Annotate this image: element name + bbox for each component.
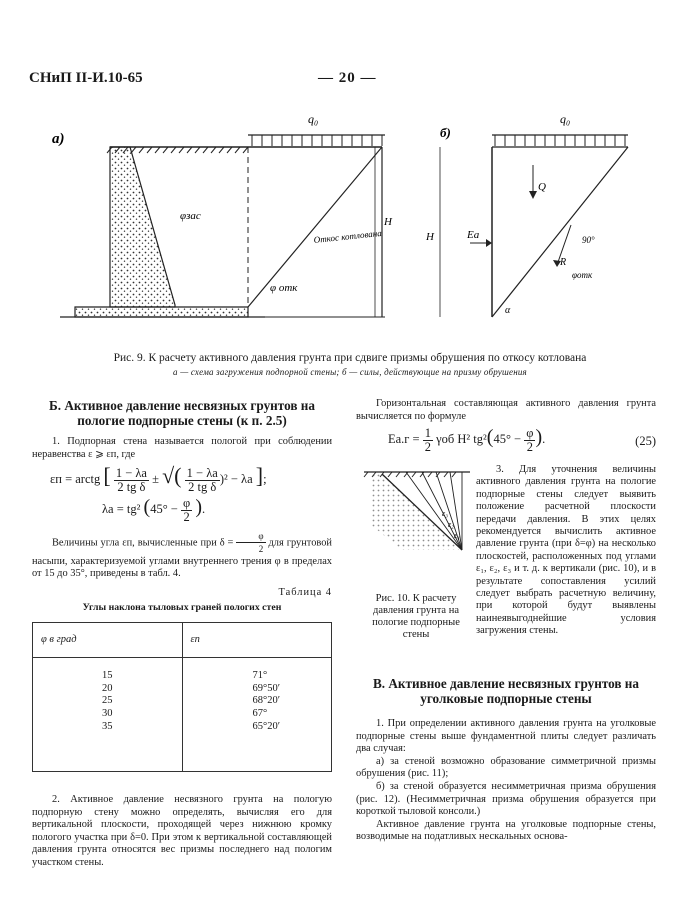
table-header-phi: φ в град [33, 623, 183, 658]
H-label-b: H [426, 231, 434, 243]
section-v-p4: Активное давление грунта на уголковые подпорные стены, возводимые на податливых нескальных основа- [356, 818, 656, 843]
right-column [356, 398, 656, 453]
section-b-heading: Б. Активное давление несвязных грунтов на пологие подпорные стены (к п. 2.5) [49, 398, 315, 428]
page-number: — 20 — [318, 70, 377, 86]
angle-90-label: 90° [582, 235, 595, 245]
label-b: б) [440, 125, 451, 140]
table-cell: 15 [33, 658, 183, 683]
table-cell: 65°20′ [182, 721, 332, 772]
section-v-heading: В. Активное давление несвязных грунтов на уголковые подпорные стены [372, 676, 640, 706]
figure-9-subcaption: а — схема загружения подпорной стены; б — силы, действующие на призму обрушения [173, 367, 527, 377]
label-a: а) [52, 131, 65, 147]
q0-label-b: q₀ [560, 112, 571, 126]
table-header-eps: εп [182, 623, 332, 658]
figure-9-caption: Рис. 9. К расчету активного давления грунта при сдвиге призмы обрушения по откосу котлована [113, 352, 587, 364]
right-p1: Горизонтальная составляющая активного давления грунта вычисляется по формуле [356, 398, 656, 422]
eps2-label: ε₂ [448, 520, 454, 529]
left-column [32, 398, 332, 870]
eps3-label: ε₃ [442, 509, 448, 518]
figure-9 [0, 95, 700, 345]
formula-lambda: λа = tg² (45° − $\frac{\varphi}{2}$ ). [102, 496, 206, 524]
figure-10-caption: Рис. 10. К расчету давления грунта на пологие подпорные стены [372, 593, 460, 640]
table-cell: 68°20′ [182, 695, 332, 708]
section-v [356, 676, 656, 844]
table-cell: 71° [182, 658, 332, 683]
R-label: R [560, 257, 567, 268]
table-cell: 20 [33, 683, 183, 696]
formula-25: Eа.г = $\frac{1}{2}$ γоб H² tg²(45° − $\frac{\varphi}{2}$ ). (25) [388, 426, 656, 454]
slope-label: Откос котлована [313, 227, 383, 245]
section-v-p1: 1. При определении активного давления грунта на уголковые подпорные стены выше фундаментной плиты следует различать два случая: [356, 718, 656, 755]
table-cell: 25 [33, 695, 183, 708]
H-label-a: H [384, 216, 392, 228]
table-4-label: Таблица 4 [278, 586, 332, 598]
section-b-p2: Величины угла εп, вычисленные при δ = $\frac{\varphi}{2}$ для грунтовой насыпи, характеризуемой углами внутреннего трения φ в пределах от 15 до 35°, приведены в табл. 4. [32, 530, 332, 580]
table-cell: 67° [182, 708, 332, 721]
alpha-label: α [505, 305, 511, 316]
q0-label-a: q₀ [308, 112, 319, 126]
Ea-label: Eа [467, 229, 480, 241]
table-4 [32, 622, 332, 772]
table-4-title: Углы наклона тыловых граней пологих стен [82, 601, 282, 613]
phi-otk-b-label: φотк [572, 270, 593, 280]
eps1-label: ε₁ [454, 531, 460, 540]
section-v-p3: б) за стеной образуется несимметричная призма обрушения (рис. 12). (Несимметричная призма обрушения образуется при короткой тыловой консоли.) [356, 780, 656, 818]
section-b-p3: 2. Активное давление несвязного грунта на пологую подпорную стену можно определять, вычисляя его для вертикальной плоскости, проходящей через нижнюю кромку пологого участка при δ=0. При этом к вертикальной составляющей давления грунта относятся вес призмы последнего над пологим участком стены. [32, 794, 332, 869]
table-cell: 69°50′ [182, 683, 332, 696]
phi-otk-label: φ отк [270, 282, 298, 294]
section-v-p2: а) за стеной возможно образование симметричной призмы обрушения (рис. 11); [356, 755, 656, 780]
table-cell: 35 [33, 721, 183, 772]
phi-zas-label: φзас [180, 210, 201, 222]
section-b-p1: 1. Подпорная стена называется пологой при соблюдении неравенства ε ⩾ εп, где [32, 436, 332, 460]
document-code: СНиП II-И.10-65 [29, 70, 143, 86]
right-p2-wrap [476, 464, 656, 638]
Q-label: Q [538, 181, 546, 193]
figure-10 [362, 464, 472, 556]
table-cell: 30 [33, 708, 183, 721]
formula-eps-n: εп = arctg [ $\frac{1 - \lambda а}{\text{2 tg δ}}$ ± √( $\frac{1 - \lambda а}{\text{2 tg δ}}$ )² − λа ]; [50, 463, 267, 494]
right-p2: 3. Для уточнения величины активного давления грунта на пологие подпорные стены следует выявить положение расчетной плоскости передачи давления. В этих целях рекомендуется вычислить активное давление грунта (при δ=φ) на несколько плоскостей, расположенных под углами ε₁, ε₂, ε₃ и т. д. к вертикали (рис. 10), и в результате сопоставления усилий следует выбрать расчетную величину, при которой будут выявлены наинеявыгоднейшие условия загружения стены. [476, 464, 656, 637]
